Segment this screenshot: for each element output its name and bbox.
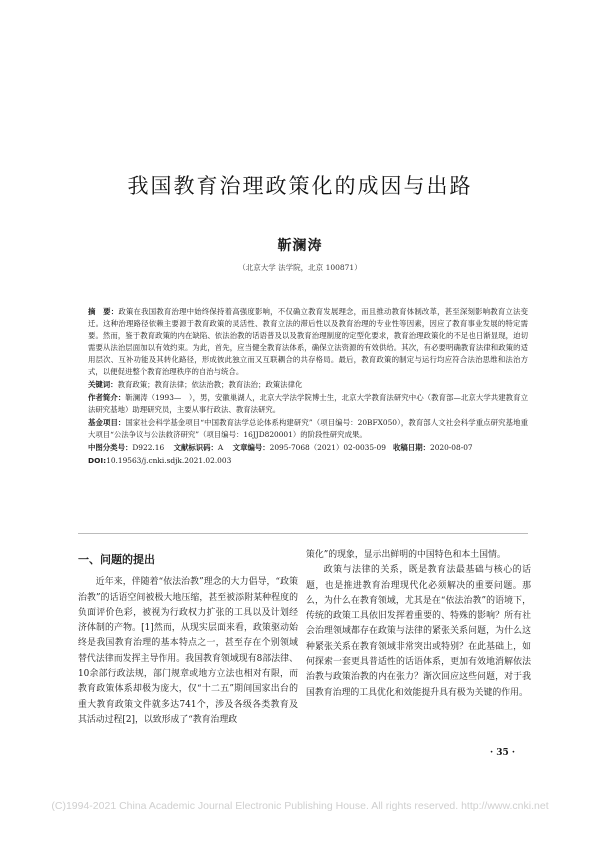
keywords-label: 关键词：	[88, 380, 118, 389]
copyright-watermark: (C)1994-2021 China Academic Journal Electronic Publishing House. All rights reserved. http://www.cnki.net	[51, 800, 549, 812]
doi-value: 10.19563/j.cnki.sdjk.2021.02.003	[106, 456, 232, 465]
classification-row	[88, 442, 528, 454]
body-paragraph: 政策与法律的关系，既是教育法最基础与核心的话题，也是推进教育治理现代化必须解决的重要问题。那么，为什么在教育领域，尤其是在“依法治教”的语境下，传统的政策工具依旧发挥着重要的、特殊的影响？所有社会治理领域都存在政策与法律的紧张关系问题，为什么这种紧张关系在教育领域非常突出或特别？在此基础上，如何探索一套更具普适性的话语体系，更加有效地消解依法治教与政策治教的内在张力？渐次回应这些问题，对于我国教育治理的工具优化和效能提升具有极为关键的作用。	[306, 565, 531, 698]
author-bio	[88, 392, 528, 416]
doc-code-label: 文献标识码：	[173, 443, 218, 452]
keywords	[88, 379, 528, 391]
article-id-value: 2095-7068（2021）02-0035-09	[269, 443, 386, 452]
clc-value: D922.16	[132, 443, 165, 452]
author-bio-label: 作者简介：	[88, 393, 126, 402]
abstract-block	[88, 306, 528, 467]
doi-label: DOI:	[88, 456, 107, 465]
clc-label: 中图分类号：	[88, 443, 133, 452]
funding	[88, 417, 528, 441]
body-paragraph: 近年来，伴随着“依法治教”理念的大力倡导，“政策治教”的话语空间被极大地压缩，甚至被添附某种程度的负面评价色彩，被视为行政权力扩张的工具以及计划经济体制的产物。[1]然而，从现实层面来看，政策驱动始终是我国教育治理的基本特点之一，甚至存在个别领域替代法律而发挥主导作用。我国教育领域现有8部法律、10余部行政法规，部门规章或地方立法也相对有限，而教育政策体系却极为庞大，仅“十二五”期间国家出台的重大教育政策文件就多达741个，涉及各级各类教育及其活动过程[2]，以致形成了“教育治理政	[78, 577, 298, 725]
abstract	[88, 306, 528, 378]
abstract-text: 政策在我国教育治理中始终保持着高强度影响，不仅确立教育发展理念，而且推动教育体制改革，甚至深刻影响教育立法变迁。这种治理路径依赖主要源于教育政策的灵活性、教育立法的滞后性以及教育治理的专业性等因素，因应了教育事业发展的特定需要。然而，鉴于教育政策的内在缺陷、依法治教的话语普及以及教育治理制度的定型化要求，教育治理政策化的不足也日渐显现，迫切需要从法治层面加以有效约束。为此，首先，应当健全教育法体系，确保立法资源的有效供给。其次，有必要明确教育法律和政策的适用层次、互补功能及其转化路径，形成彼此独立而又互联耦合的共存格局。最后，教育政策的制定与运行均应符合法治思维和法治方式，以便促进整个教育治理秩序的自治与统合。	[88, 307, 528, 376]
page-number: · 35 ·	[490, 748, 516, 758]
left-column	[78, 548, 298, 728]
section-heading: 一、问题的提出	[78, 553, 155, 566]
author-bio-text: 靳澜涛（1993— ），男，安徽巢湖人，北京大学法学院博士生，北京大学教育法研究中心（教育部—北京大学共建教育立法研究基地）助理研究员，主要从事行政法、教育法研究。	[88, 393, 528, 414]
received-date-label: 收稿日期：	[393, 443, 430, 452]
funding-label: 基金项目：	[88, 418, 126, 427]
author-affiliation: （北京大学 法学院，北京 100871）	[238, 263, 362, 272]
author-name: 靳澜涛	[277, 238, 323, 254]
received-date-value: 2020-08-07	[430, 443, 473, 452]
article-id-label: 文章编号：	[232, 443, 270, 452]
body-paragraph: 策化”的现象，显示出鲜明的中国特色和本土国情。	[306, 550, 506, 560]
doi	[88, 455, 528, 467]
funding-text: 国家社会科学基金项目“中国教育法学总论体系构建研究”（项目编号：20BFX050），教育部人文社会科学重点研究基地重大项目“公法争议与公法救济研究”（项目编号：16JJD820001）的阶段性研究成果。	[88, 418, 528, 439]
paper-title: 我国教育治理政策化的成因与出路	[127, 174, 473, 198]
divider	[78, 533, 528, 534]
right-column	[306, 548, 531, 701]
abstract-label: 摘 要：	[88, 307, 119, 316]
doc-code-value: A	[217, 443, 224, 452]
keywords-text: 教育政策；教育法律；依法治教；教育法治；政策法律化	[117, 380, 303, 389]
